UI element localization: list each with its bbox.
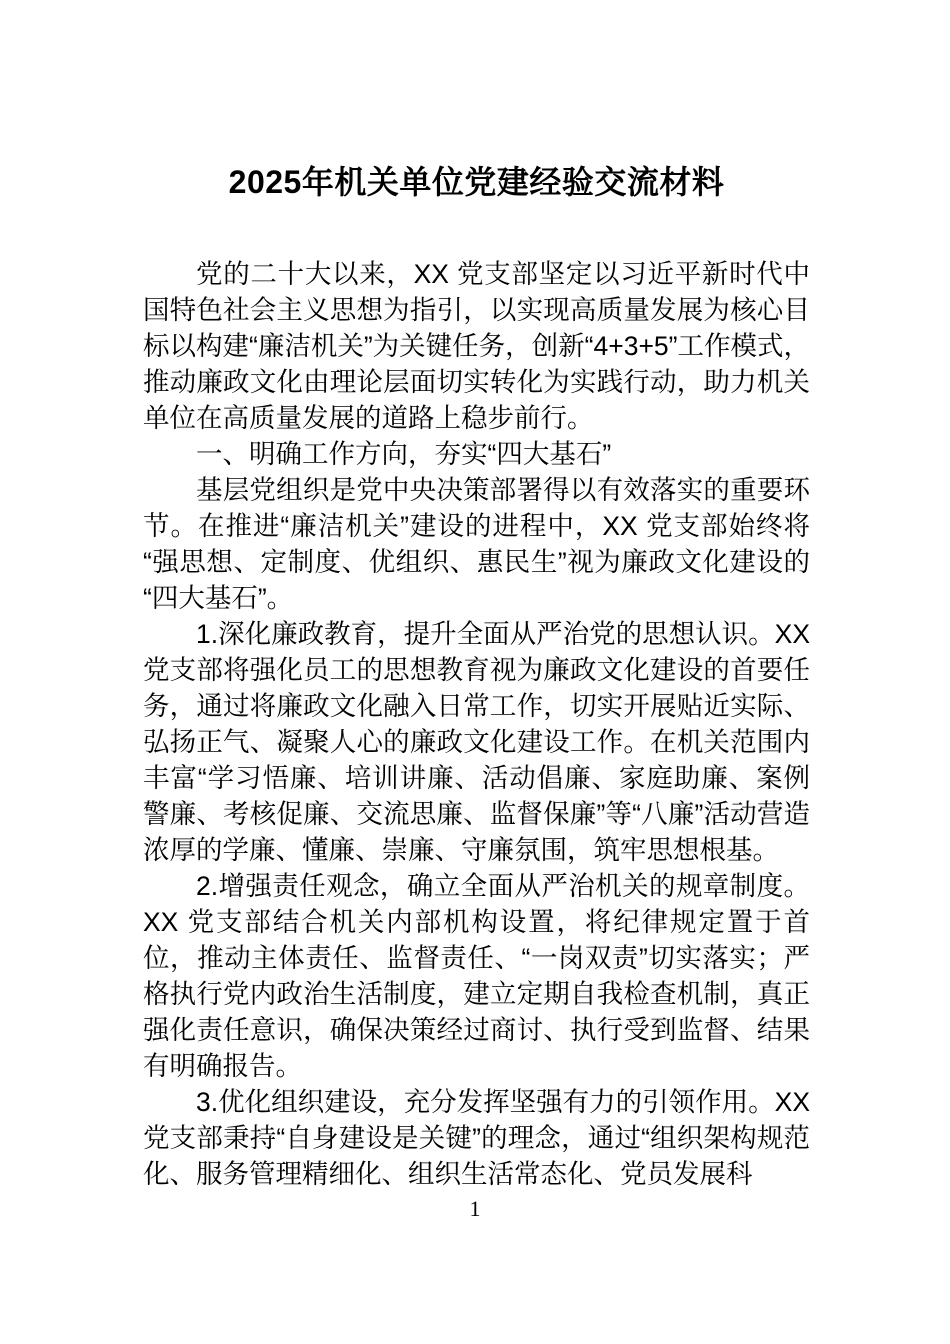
- document-body: [143, 160, 810, 1192]
- paragraph-section-one-intro: 基层党组织是党中央决策部署得以有效落实的重要环节。在推进“廉洁机关”建设的进程中，XX 党支部始终将“强思想、定制度、优组织、惠民生”视为廉政文化建设的“四大基石”。: [143, 475, 810, 613]
- paragraph-item-two: 2.增强责任观念，确立全面从严治机关的规章制度。XX 党支部结合机关内部机构设置，将纪律规定置于首位，推动主体责任、监督责任、“一岗双责”切实落实；严格执行党内政治生活制度，建立定期自我检查机制，真正强化责任意识，确保决策经过商讨、执行受到监督、结果有明确报告。: [143, 871, 810, 1081]
- page-title: 2025年机关单位党建经验交流材料: [228, 164, 725, 200]
- paragraph-intro: 党的二十大以来，XX 党支部坚定以习近平新时代中国特色社会主义思想为指引，以实现高质量发展为核心目标以构建“廉洁机关”为关键任务，创新“4+3+5”工作模式，推动廉政文化由理论层面切实转化为实践行动，助力机关单位在高质量发展的道路上稳步前行。: [143, 259, 810, 433]
- section-heading-one: 一、明确工作方向，夯实“四大基石”: [196, 439, 612, 469]
- paragraph-item-one: 1.深化廉政教育，提升全面从严治党的思想认识。XX 党支部将强化员工的思想教育视为廉政文化建设的首要任务，通过将廉政文化融入日常工作，切实开展贴近实际、弘扬正气、凝聚人心的廉政文化建设工作。在机关范围内丰富“学习悟廉、培训讲廉、活动倡廉、家庭助廉、案例警廉、考核促廉、交流思廉、监督保廉”等“八廉”活动营造浓厚的学廉、懂廉、崇廉、守廉氛围，筑牢思想根基。: [143, 619, 810, 865]
- title-spacer: [143, 204, 810, 256]
- paragraph-item-three: 3.优化组织建设，充分发挥坚强有力的引领作用。XX 党支部秉持“自身建设是关键”的理念，通过“组织架构规范化、服务管理精细化、组织生活常态化、党员发展科: [143, 1087, 810, 1189]
- page-number: 1: [469, 1196, 481, 1221]
